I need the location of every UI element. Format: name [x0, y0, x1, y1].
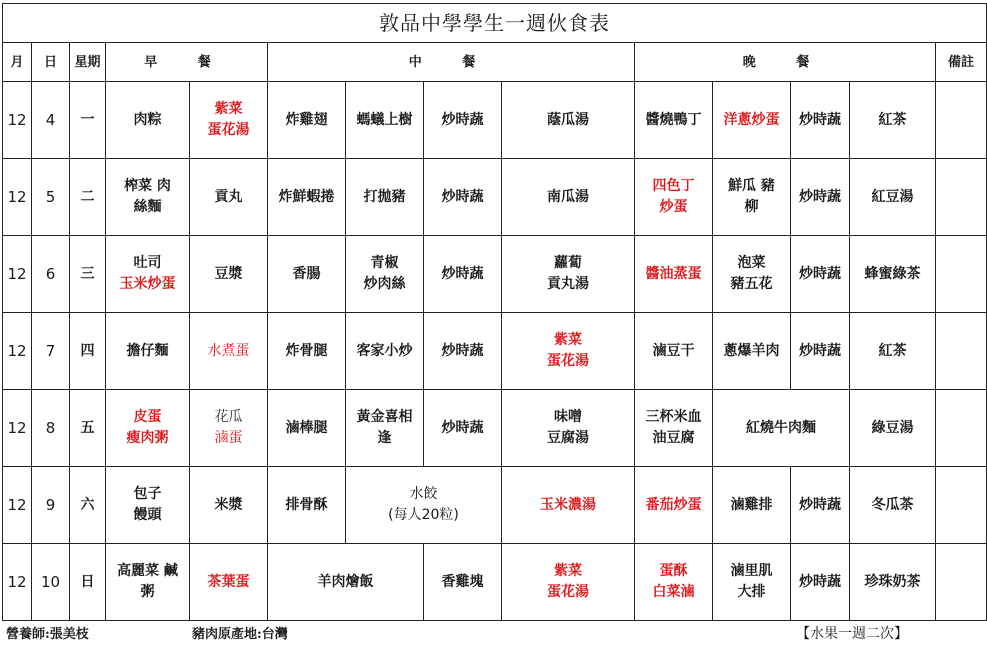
cell-month: 12 [3, 544, 32, 621]
dinner-item: 蔥爆羊肉 [713, 313, 791, 390]
header-month: 月 [3, 43, 32, 82]
lunch-item [346, 390, 424, 467]
dinner-item: 紅燒牛肉麵 [713, 390, 850, 467]
cell-weekday: 六 [70, 467, 106, 544]
text-line: 貢丸湯 [547, 276, 589, 292]
cell-month: 12 [3, 82, 32, 159]
notes-cell [936, 82, 987, 159]
breakfast-item: 豆漿 [190, 236, 268, 313]
menu-row [3, 390, 987, 467]
breakfast-item [106, 390, 190, 467]
cell-weekday: 五 [70, 390, 106, 467]
notes-cell [936, 313, 987, 390]
text-line: 蛋酥 [659, 563, 688, 579]
dinner-item: 冬瓜茶 [850, 467, 936, 544]
notes-cell [936, 467, 987, 544]
cell-day: 6 [32, 236, 70, 313]
text-line: 玉米炒蛋 [119, 276, 176, 292]
cell-day: 10 [32, 544, 70, 621]
text-line: 花瓜 [214, 409, 243, 425]
dinner-item: 紅豆湯 [850, 159, 936, 236]
dinner-item: 紅茶 [850, 313, 936, 390]
text-line: 滷里肌 [730, 563, 773, 579]
lunch-item [502, 236, 635, 313]
dinner-item: 珍珠奶茶 [850, 544, 936, 621]
menu-row [3, 82, 987, 159]
lunch-item: 炒時蔬 [424, 390, 502, 467]
lunch-item [346, 236, 424, 313]
breakfast-item [106, 236, 190, 313]
lunch-item: 炒時蔬 [424, 82, 502, 159]
lunch-item [502, 544, 635, 621]
lunch-item: 炒時蔬 [424, 236, 502, 313]
text-line: 蘿蔔 [554, 255, 582, 271]
dinner-item [713, 236, 791, 313]
text-line: 高麗菜 鹹 [117, 563, 178, 579]
lunch-item: 排骨酥 [268, 467, 346, 544]
text-line: 滷蛋 [214, 430, 243, 446]
lunch-item: 炸骨腿 [268, 313, 346, 390]
page-title: 敦品中學學生一週伙食表 [3, 4, 987, 43]
menu-row [3, 544, 987, 621]
dinner-item: 炒時蔬 [791, 467, 850, 544]
lunch-item: 滷棒腿 [268, 390, 346, 467]
text-line: 三杯米血 [645, 409, 702, 425]
cell-day: 9 [32, 467, 70, 544]
text-line: 紫菜 [554, 563, 582, 579]
lunch-item: 炸鮮蝦捲 [268, 159, 346, 236]
notes-cell [936, 390, 987, 467]
text-line: 炒肉絲 [363, 276, 406, 292]
lunch-item: 打拋豬 [346, 159, 424, 236]
text-line: 泡菜 [737, 255, 766, 271]
text-line: 炒蛋 [659, 199, 688, 215]
dinner-item [713, 159, 791, 236]
header-dinner: 晚 餐 [635, 43, 936, 82]
breakfast-item: 茶葉蛋 [190, 544, 268, 621]
menu-row [3, 313, 987, 390]
text-line: 蛋花湯 [207, 122, 250, 138]
footer [2, 620, 914, 644]
cell-month: 12 [3, 390, 32, 467]
notes-cell [936, 544, 987, 621]
dinner-item: 洋蔥炒蛋 [713, 82, 791, 159]
dinner-item [635, 390, 713, 467]
text-line: 白菜滷 [652, 584, 695, 600]
text-line: 絲麵 [133, 199, 162, 215]
text-line: 蛋花湯 [547, 353, 589, 369]
dinner-item: 炒時蔬 [791, 159, 850, 236]
dinner-item: 番茄炒蛋 [635, 467, 713, 544]
text-line: 榨菜 肉 [124, 178, 171, 194]
text-line: 粥 [140, 584, 155, 600]
dinner-item: 醬油蒸蛋 [635, 236, 713, 313]
dinner-item: 滷雞排 [713, 467, 791, 544]
dinner-item: 蜂蜜綠茶 [850, 236, 936, 313]
menu-row [3, 159, 987, 236]
header-lunch: 中 餐 [268, 43, 635, 82]
breakfast-item [190, 390, 268, 467]
text-line: 皮蛋 [133, 409, 162, 425]
cell-month: 12 [3, 159, 32, 236]
lunch-item: 羊肉燴飯 [268, 544, 424, 621]
text-line: 味噌 [554, 409, 582, 425]
text-line: (每人20粒) [388, 507, 459, 523]
cell-weekday: 日 [70, 544, 106, 621]
cell-weekday: 二 [70, 159, 106, 236]
lunch-item: 玉米濃湯 [502, 467, 635, 544]
header-weekday: 星期 [70, 43, 106, 82]
dinner-item [635, 544, 713, 621]
breakfast-item: 肉粽 [106, 82, 190, 159]
header-notes: 備註 [936, 43, 987, 82]
nutritionist-label: 營養師:張美枝 [6, 627, 89, 642]
lunch-item [502, 390, 635, 467]
text-line: 紫菜 [554, 332, 582, 348]
menu-row [3, 236, 987, 313]
dinner-item [713, 544, 791, 621]
text-line: 柳 [744, 199, 759, 215]
cell-month: 12 [3, 236, 32, 313]
lunch-item: 炒時蔬 [424, 313, 502, 390]
lunch-item: 客家小炒 [346, 313, 424, 390]
text-line: 油豆腐 [652, 430, 695, 446]
breakfast-item [106, 467, 190, 544]
text-line: 瘦肉粥 [126, 430, 169, 446]
text-line: 吐司 [133, 255, 162, 271]
cell-day: 5 [32, 159, 70, 236]
text-line: 大排 [737, 584, 766, 600]
cell-weekday: 四 [70, 313, 106, 390]
cell-weekday: 三 [70, 236, 106, 313]
breakfast-item: 米漿 [190, 467, 268, 544]
dinner-item: 滷豆干 [635, 313, 713, 390]
breakfast-item: 貢丸 [190, 159, 268, 236]
lunch-item: 螞蟻上樹 [346, 82, 424, 159]
dinner-item: 綠豆湯 [850, 390, 936, 467]
breakfast-item: 水煮蛋 [190, 313, 268, 390]
menu-row [3, 467, 987, 544]
text-line: 鮮瓜 豬 [728, 178, 775, 194]
cell-month: 12 [3, 313, 32, 390]
lunch-item [502, 313, 635, 390]
cell-day: 7 [32, 313, 70, 390]
text-line: 逢 [377, 430, 392, 446]
dinner-item: 醬燒鴨丁 [635, 82, 713, 159]
header-breakfast: 早 餐 [106, 43, 268, 82]
cell-weekday: 一 [70, 82, 106, 159]
cell-day: 4 [32, 82, 70, 159]
text-line: 紫菜 [214, 101, 243, 117]
dinner-item: 炒時蔬 [791, 313, 850, 390]
breakfast-item [190, 82, 268, 159]
cell-day: 8 [32, 390, 70, 467]
text-line: 豬五花 [730, 276, 773, 292]
text-line: 饅頭 [133, 507, 162, 523]
dinner-item: 炒時蔬 [791, 236, 850, 313]
header-day: 日 [32, 43, 70, 82]
lunch-item [346, 467, 502, 544]
dinner-item: 炒時蔬 [791, 544, 850, 621]
text-line: 青椒 [370, 255, 399, 271]
notes-cell [936, 236, 987, 313]
header-row [3, 43, 987, 82]
fruit-note: 【水果一週二次】 [796, 626, 908, 642]
breakfast-item [106, 544, 190, 621]
notes-cell [936, 159, 987, 236]
breakfast-item [106, 159, 190, 236]
dinner-item: 紅茶 [850, 82, 936, 159]
cell-month: 12 [3, 467, 32, 544]
text-line: 包子 [133, 486, 162, 502]
text-line: 蛋花湯 [547, 584, 589, 600]
text-line: 黃金喜相 [356, 409, 413, 425]
lunch-item: 香腸 [268, 236, 346, 313]
lunch-item: 炸雞翅 [268, 82, 346, 159]
pork-origin-label: 豬肉原產地:台灣 [192, 627, 288, 642]
lunch-item: 南瓜湯 [502, 159, 635, 236]
text-line: 四色丁 [652, 178, 695, 194]
lunch-item: 蔭瓜湯 [502, 82, 635, 159]
breakfast-item: 擔仔麵 [106, 313, 190, 390]
text-line: 豆腐湯 [547, 430, 589, 446]
lunch-item: 炒時蔬 [424, 159, 502, 236]
text-line: 水餃 [409, 486, 438, 502]
lunch-item: 香雞塊 [424, 544, 502, 621]
dinner-item: 炒時蔬 [791, 82, 850, 159]
dinner-item [635, 159, 713, 236]
weekly-menu-table [2, 3, 987, 621]
